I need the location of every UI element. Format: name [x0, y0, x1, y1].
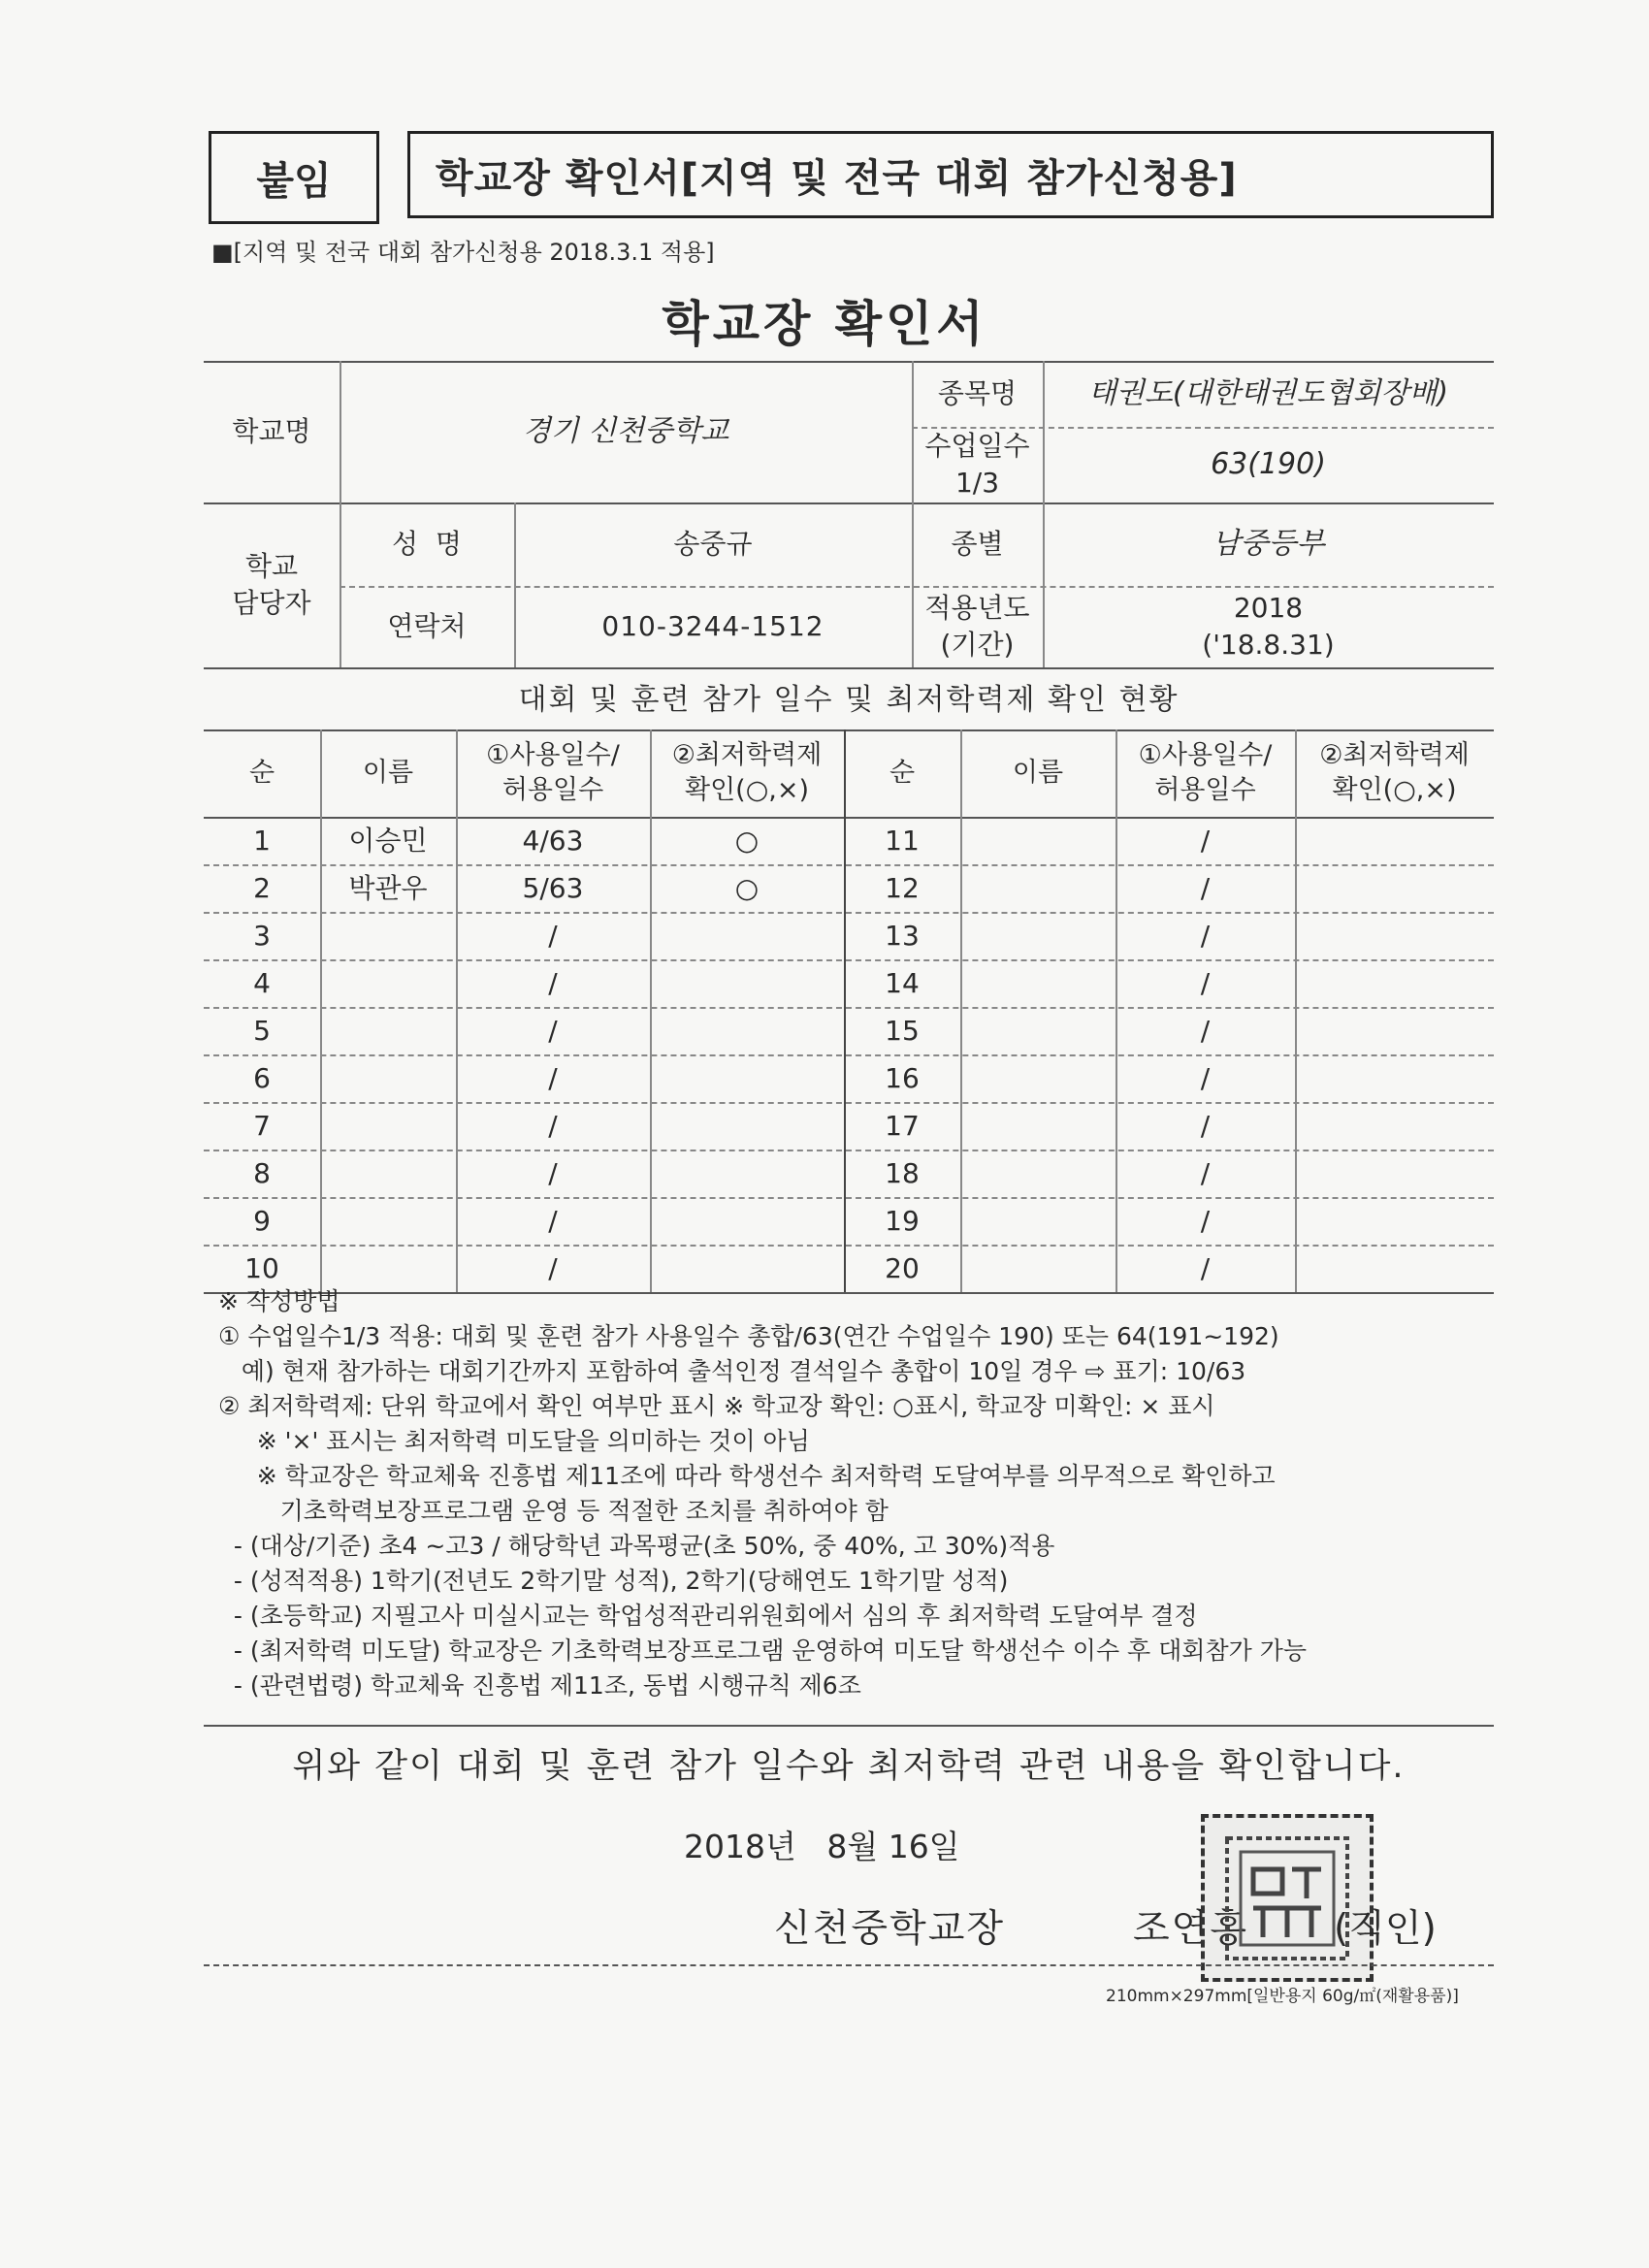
- table-header-text: 확인(○,×): [685, 775, 809, 805]
- document-title: 학교장 확인서: [662, 296, 987, 352]
- table-cell-days: /: [1200, 1204, 1211, 1237]
- table-cell-days: /: [1200, 919, 1211, 952]
- table-cell-num: 8: [253, 1156, 271, 1189]
- table-cell-num: 9: [253, 1204, 271, 1237]
- table-cell-check: [1295, 1102, 1494, 1150]
- apply-year-value: [1043, 586, 1494, 667]
- instruction-line: 예) 현재 참가하는 대회기간까지 포함하여 출석인정 결석일수 총합이 10일 경우 ⇨ 표기: 10/63: [218, 1357, 1246, 1385]
- table-header-text: ①사용일수/: [486, 739, 620, 770]
- table-cell-name: [320, 1102, 456, 1150]
- table-cell-days: /: [548, 1156, 558, 1189]
- confirmation-date: 2018년 8월 16일: [684, 1828, 960, 1865]
- table-cell-days: /: [548, 1014, 558, 1047]
- table-cell-name: [320, 959, 456, 1007]
- table-cell-name: [320, 1054, 456, 1102]
- table-cell-days: /: [1200, 824, 1211, 857]
- table-cell-name: [320, 1197, 456, 1245]
- table-header-num: [204, 729, 320, 817]
- manager-name-value: 송중규: [673, 528, 753, 561]
- table-cell-name: [320, 912, 456, 959]
- apply-year-value-line1: 2018: [1233, 592, 1304, 625]
- table-cell-num: 12: [885, 871, 920, 904]
- table-cell-num: 1: [253, 824, 271, 857]
- table-cell-name: [960, 1197, 1116, 1245]
- school-days-label-line1: 수업일수: [924, 430, 1030, 463]
- table-cell-days: 4/63: [522, 824, 584, 857]
- section-title: 대회 및 훈련 참가 일수 및 최저학력제 확인 현황: [518, 682, 1180, 717]
- table-header-text: ①사용일수/: [1138, 739, 1273, 770]
- apply-year-label: [912, 586, 1043, 667]
- table-cell-name: [960, 817, 1116, 864]
- table-cell-check: [650, 912, 844, 959]
- table-cell-check: [650, 1007, 844, 1054]
- header-title: 학교장 확인서[지역 및 전국 대회 참가신청용]: [407, 131, 1494, 218]
- table-cell-days: /: [1200, 1014, 1211, 1047]
- table-cell-name: [320, 1007, 456, 1054]
- table-header-check: [650, 729, 844, 817]
- table-cell-days: /: [548, 966, 558, 999]
- table-cell-name: 박관우: [348, 871, 428, 904]
- table-cell-name: [960, 912, 1116, 959]
- table-cell-num: 20: [885, 1251, 920, 1284]
- header-subtitle: ■[지역 및 전국 대회 참가신청용 2018.3.1 적용]: [211, 239, 715, 266]
- table-cell-check: [1295, 1054, 1494, 1102]
- table-cell-check: [650, 1150, 844, 1197]
- table-cell-check: [1295, 1245, 1494, 1292]
- table-cell-name: [960, 1007, 1116, 1054]
- table-cell-num: 18: [885, 1156, 920, 1189]
- category-label: 종별: [951, 528, 1004, 561]
- table-cell-check: [650, 959, 844, 1007]
- table-cell-days: /: [1200, 871, 1211, 904]
- table-cell-name: [960, 1245, 1116, 1292]
- table-cell-name: [960, 1102, 1116, 1150]
- table-cell-days: /: [548, 1061, 558, 1094]
- instruction-line: ① 수업일수1/3 적용: 대회 및 훈련 참가 사용일수 총합/63(연간 수업일수 190) 또는 64(191~192): [218, 1322, 1279, 1350]
- table-cell-num: 6: [253, 1061, 271, 1094]
- paper-spec-footer: 210mm×297mm[일반용지 60g/㎡(재활용품)]: [1106, 1987, 1459, 2006]
- table-header-text: ②최저학력제: [1319, 739, 1470, 770]
- apply-year-label-line1: 적용년도: [924, 592, 1030, 625]
- signer-school: 신천중학교장: [774, 1907, 1006, 1951]
- school-name-value: 경기 신천중학교: [522, 413, 729, 448]
- table-cell-check: [1295, 1150, 1494, 1197]
- event-label: 종목명: [937, 377, 1018, 410]
- table-cell-name: [320, 1150, 456, 1197]
- table-cell-days: /: [1200, 1109, 1211, 1142]
- table-cell-num: 4: [253, 966, 271, 999]
- table-cell-days: /: [548, 919, 558, 952]
- instruction-line: - (관련법령) 학교체육 진흥법 제11조, 동법 시행규칙 제6조: [218, 1671, 861, 1700]
- manager-label-line1: 학교: [244, 550, 299, 583]
- seal-mark-label: (직인): [1334, 1907, 1437, 1951]
- table-cell-check: [1295, 959, 1494, 1007]
- table-cell-check: [650, 1054, 844, 1102]
- attachment-tag: 붙임: [209, 131, 379, 224]
- table-header-text: 허용일수: [1154, 775, 1256, 805]
- instruction-line: - (최저학력 미도달) 학교장은 기초학력보장프로그램 운영하여 미도달 학생선수 이수 후 대회참가 가능: [218, 1636, 1307, 1665]
- table-header-text: 이름: [1012, 757, 1064, 788]
- manager-name-label: 성 명: [392, 528, 462, 561]
- table-cell-num: 19: [885, 1204, 920, 1237]
- table-cell-num: 7: [253, 1109, 271, 1142]
- table-header-days: [1116, 729, 1295, 817]
- table-cell-days: /: [548, 1109, 558, 1142]
- table-header-text: 이름: [362, 757, 414, 788]
- table-cell-num: 16: [885, 1061, 920, 1094]
- table-cell-num: 10: [244, 1251, 279, 1284]
- table-cell-days: /: [548, 1204, 558, 1237]
- instruction-line: - (성적적용) 1학기(전년도 2학기말 성적), 2학기(당해연도 1학기말 성적): [218, 1567, 1009, 1595]
- table-header-check: [1295, 729, 1494, 817]
- table-cell-name: [320, 1245, 456, 1292]
- table-header-text: 확인(○,×): [1332, 775, 1457, 805]
- table-cell-days: /: [1200, 1061, 1211, 1094]
- table-cell-check: [650, 1102, 844, 1150]
- table-cell-check: [1295, 912, 1494, 959]
- table-cell-num: 17: [885, 1109, 920, 1142]
- category-value: 남중등부: [1212, 526, 1325, 561]
- school-days-label: [912, 427, 1043, 502]
- manager-label: [204, 502, 340, 667]
- table-cell-name: [960, 1150, 1116, 1197]
- signer-name: 조연홍: [1133, 1907, 1249, 1951]
- manager-label-line2: 담당자: [232, 587, 311, 619]
- table-cell-days: /: [548, 1251, 558, 1284]
- contact-label: 연락처: [387, 610, 467, 643]
- table-header-num: [844, 729, 960, 817]
- table-cell-name: 이승민: [348, 824, 428, 857]
- contact-value: 010-3244-1512: [601, 610, 824, 643]
- table-header-text: 순: [248, 757, 275, 788]
- table-cell-num: 14: [885, 966, 920, 999]
- instruction-line: 기초학력보장프로그램 운영 등 적절한 조치를 취하여야 함: [218, 1497, 889, 1525]
- table-header-text: 허용일수: [501, 775, 604, 805]
- table-cell-days: 5/63: [522, 871, 584, 904]
- table-cell-check: [1295, 817, 1494, 864]
- table-cell-days: /: [1200, 966, 1211, 999]
- table-cell-num: 15: [885, 1014, 920, 1047]
- table-cell-num: 5: [253, 1014, 271, 1047]
- table-cell-num: 2: [253, 871, 271, 904]
- event-value: 태권도(대한태권도협회장배): [1087, 375, 1449, 410]
- table-cell-num: 11: [885, 824, 920, 857]
- confirmation-statement: 위와 같이 대회 및 훈련 참가 일수와 최저학력 관련 내용을 확인합니다.: [292, 1747, 1406, 1787]
- table-cell-days: /: [1200, 1156, 1211, 1189]
- instruction-line: - (초등학교) 지필고사 미실시교는 학업성적관리위원회에서 심의 후 최저학력 도달여부 결정: [218, 1602, 1198, 1630]
- instruction-line: ※ 작성방법: [218, 1287, 340, 1315]
- table-cell-check: ○: [734, 824, 760, 857]
- table-cell-check: [1295, 1007, 1494, 1054]
- instruction-line: ※ '×' 표시는 최저학력 미도달을 의미하는 것이 아님: [218, 1427, 810, 1455]
- instruction-line: ※ 학교장은 학교체육 진흥법 제11조에 따라 학생선수 최저학력 도달여부를 의무적으로 확인하고: [218, 1462, 1276, 1490]
- table-header-days: [456, 729, 650, 817]
- apply-year-value-line2: ('18.8.31): [1202, 629, 1335, 661]
- apply-year-label-line2: (기간): [940, 629, 1015, 661]
- school-days-value: 63(190): [1211, 446, 1326, 481]
- table-cell-check: [650, 1245, 844, 1292]
- table-cell-name: [960, 1054, 1116, 1102]
- school-name-label: 학교명: [232, 415, 311, 448]
- table-cell-name: [960, 959, 1116, 1007]
- table-cell-check: ○: [734, 871, 760, 904]
- table-cell-num: 13: [885, 919, 920, 952]
- table-cell-num: 3: [253, 919, 271, 952]
- table-header-name: [320, 729, 456, 817]
- table-cell-check: [1295, 1197, 1494, 1245]
- table-header-text: 순: [889, 757, 916, 788]
- table-header-name: [960, 729, 1116, 817]
- table-cell-check: [1295, 864, 1494, 912]
- table-cell-name: [960, 864, 1116, 912]
- table-header-text: ②최저학력제: [671, 739, 823, 770]
- table-row-divider: [204, 1292, 1494, 1294]
- school-days-label-line2: 1/3: [954, 467, 1000, 499]
- table-cell-check: [650, 1197, 844, 1245]
- instruction-line: ② 최저학력제: 단위 학교에서 확인 여부만 표시 ※ 학교장 확인: ○표시, 학교장 미확인: × 표시: [218, 1392, 1215, 1420]
- instruction-line: - (대상/기준) 초4 ~고3 / 해당학년 과목평균(초 50%, 중 40%, 고 30%)적용: [218, 1532, 1055, 1560]
- table-cell-days: /: [1200, 1251, 1211, 1284]
